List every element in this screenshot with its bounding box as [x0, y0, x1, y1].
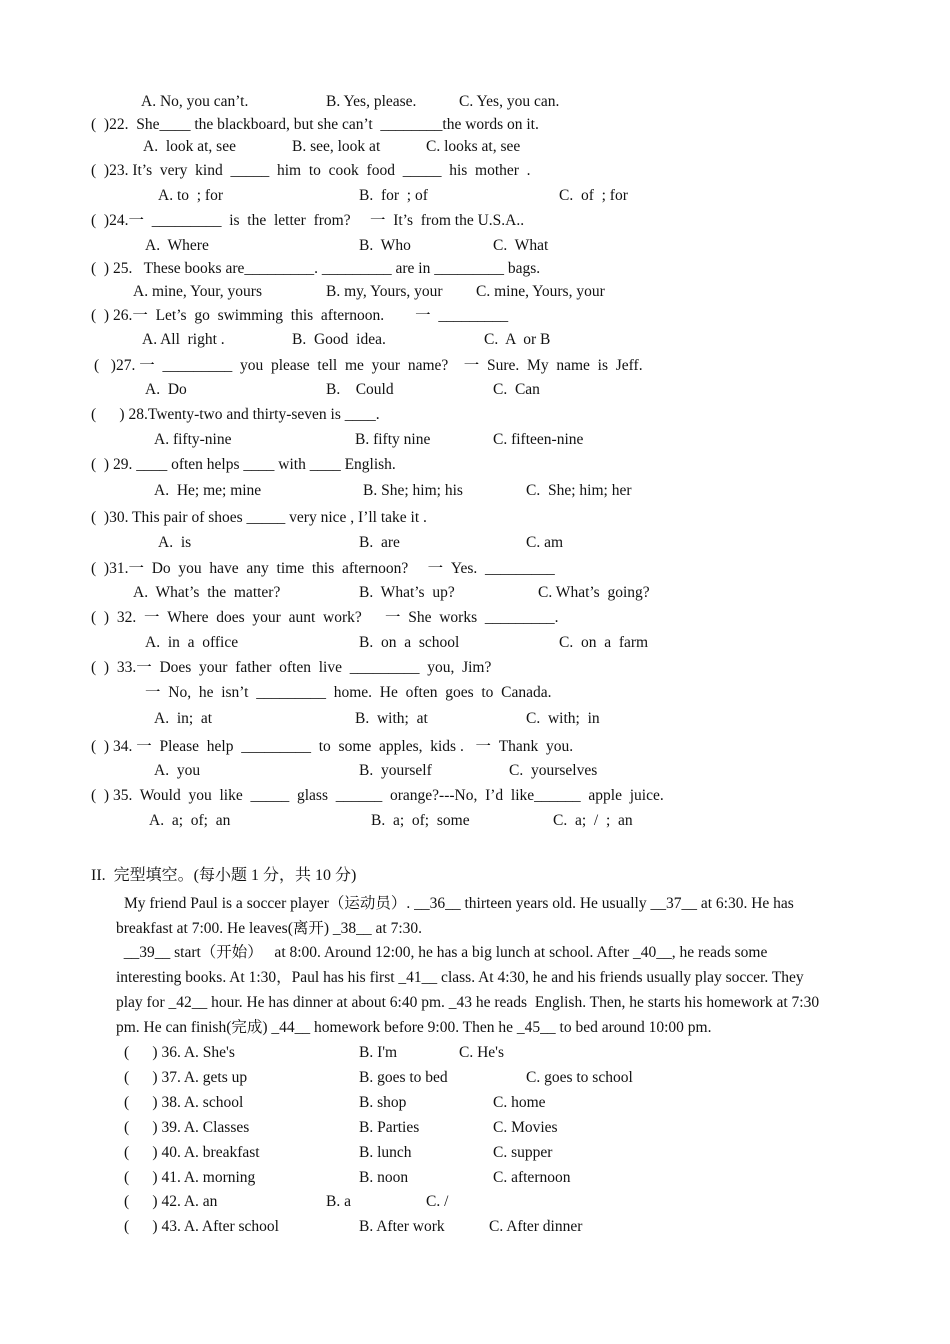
- q27-option-c: C. Can: [493, 381, 540, 398]
- q35-option-b: B. a; of; some: [371, 812, 470, 829]
- cloze-40-c: C. supper: [493, 1144, 553, 1161]
- cloze-42-b: B. a: [326, 1193, 351, 1210]
- q30-option-c: C. am: [526, 534, 564, 551]
- question-32: ( ) 32. 一 Where does your aunt work? 一 She works _________.: [91, 609, 559, 626]
- question-29: ( ) 29. ____ often helps ____ with ____ English.: [91, 456, 396, 473]
- cloze-39-a: ( ) 39. A. Classes: [124, 1119, 250, 1136]
- q29-option-c: C. She; him; her: [526, 482, 632, 499]
- q34-option-a: A. you: [154, 762, 201, 779]
- cloze-37-a: ( ) 37. A. gets up: [124, 1069, 248, 1086]
- q31-option-a: A. What’s the matter?: [133, 584, 281, 601]
- q27-option-b: B. Could: [326, 381, 394, 398]
- question-25: ( ) 25. These books are_________. _________ are in _________ bags.: [91, 260, 541, 277]
- q22-option-c: C. looks at, see: [426, 138, 521, 155]
- question-30: ( )30. This pair of shoes _____ very nice , I’ll take it .: [91, 509, 427, 526]
- cloze-40-b: B. lunch: [359, 1144, 412, 1161]
- q24-option-b: B. Who: [359, 237, 411, 254]
- question-26: ( ) 26.一 Let’s go swimming this afternoon. 一 _________: [91, 307, 509, 324]
- passage-line-2: breakfast at 7:00. He leaves(离开) _38__ at 7:30.: [116, 920, 423, 937]
- q32-option-b: B. on a school: [359, 634, 460, 651]
- cloze-41-a: ( ) 41. A. morning: [124, 1169, 256, 1186]
- q34-option-b: B. yourself: [359, 762, 432, 779]
- question-23: ( )23. It’s very kind _____ him to cook food _____ his mother .: [91, 162, 531, 179]
- cloze-43-a: ( ) 43. A. After school: [124, 1218, 279, 1235]
- q34-option-c: C. yourselves: [509, 762, 598, 779]
- cloze-36-a: ( ) 36. A. She's: [124, 1044, 235, 1061]
- passage-line-1: My friend Paul is a soccer player（运动员）. __36__ thirteen years old. He usually __37__ at 6:30. He has: [124, 895, 794, 912]
- cloze-37-c: C. goes to school: [526, 1069, 633, 1086]
- q25-option-a: A. mine, Your, yours: [133, 283, 262, 300]
- q23-option-a: A. to ; for: [158, 187, 224, 204]
- q31-option-c: C. What’s going?: [538, 584, 650, 601]
- cloze-38-b: B. shop: [359, 1094, 407, 1111]
- q26-option-c: C. A or B: [484, 331, 551, 348]
- q29-option-b: B. She; him; his: [363, 482, 463, 499]
- question-28: ( ) 28.Twenty-two and thirty-seven is ____.: [91, 406, 380, 423]
- cloze-37-b: B. goes to bed: [359, 1069, 448, 1086]
- q32-option-c: C. on a farm: [559, 634, 649, 651]
- cloze-43-b: B. After work: [359, 1218, 445, 1235]
- q35-option-a: A. a; of; an: [149, 812, 231, 829]
- q25-option-b: B. my, Yours, your: [326, 283, 443, 300]
- q26-option-b: B. Good idea.: [292, 331, 386, 348]
- q28-option-b: B. fifty nine: [355, 431, 431, 448]
- q35-option-c: C. a; / ; an: [553, 812, 633, 829]
- cloze-41-c: C. afternoon: [493, 1169, 571, 1186]
- q25-option-c: C. mine, Yours, your: [476, 283, 605, 300]
- cloze-39-b: B. Parties: [359, 1119, 420, 1136]
- question-35: ( ) 35. Would you like _____ glass ______ orange?---No, I’d like______ apple juice.: [91, 787, 664, 804]
- q23-option-b: B. for ; of: [359, 187, 428, 204]
- q33-option-a: A. in; at: [154, 710, 213, 727]
- cloze-42-c: C. /: [426, 1193, 449, 1210]
- q21-option-a: A. No, you can’t.: [141, 93, 249, 110]
- q21-option-b: B. Yes, please.: [326, 93, 417, 110]
- section-2-title: II. 完型填空。(每小题 1 分，共 10 分): [91, 867, 357, 884]
- cloze-41-b: B. noon: [359, 1169, 409, 1186]
- question-22: ( )22. She____ the blackboard, but she can’t ________the words on it.: [91, 116, 539, 133]
- q24-option-c: C. What: [493, 237, 549, 254]
- question-27: ( )27. 一 _________ you please tell me your name? 一 Sure. My name is Jeff.: [94, 357, 643, 374]
- q23-option-c: C. of ; for: [559, 187, 628, 204]
- q28-option-c: C. fifteen-nine: [493, 431, 584, 448]
- q29-option-a: A. He; me; mine: [154, 482, 262, 499]
- cloze-43-c: C. After dinner: [489, 1218, 583, 1235]
- q30-option-a: A. is: [158, 534, 192, 551]
- cloze-42-a: ( ) 42. A. an: [124, 1193, 218, 1210]
- q31-option-b: B. What’s up?: [359, 584, 455, 601]
- passage-line-4: interesting books. At 1:30，Paul has his first _41__ class. At 4:30, he and his friends usually play soccer. They: [116, 969, 804, 986]
- cloze-36-b: B. I'm: [359, 1044, 398, 1061]
- q22-option-b: B. see, look at: [292, 138, 381, 155]
- q27-option-a: A. Do: [145, 381, 187, 398]
- q26-option-a: A. All right .: [142, 331, 225, 348]
- question-24: ( )24.一 _________ is the letter from? 一 It’s from the U.S.A..: [91, 212, 525, 229]
- q33-option-c: C. with; in: [526, 710, 600, 727]
- q32-option-a: A. in a office: [145, 634, 239, 651]
- question-34: ( ) 34. 一 Please help _________ to some apples, kids . 一 Thank you.: [91, 738, 574, 755]
- question-33: ( ) 33.一 Does your father often live _________ you, Jim?: [91, 659, 492, 676]
- question-31: ( )31.一 Do you have any time this afternoon? 一 Yes. _________: [91, 560, 555, 577]
- passage-line-6: pm. He can finish(完成) _44__ homework before 9:00. Then he _45__ to bed around 10:00 pm.: [116, 1019, 712, 1036]
- q28-option-a: A. fifty-nine: [154, 431, 232, 448]
- q33-option-b: B. with; at: [355, 710, 428, 727]
- q21-option-c: C. Yes, you can.: [459, 93, 560, 110]
- cloze-36-c: C. He's: [459, 1044, 504, 1061]
- question-33-reply: 一 No, he isn’t _________ home. He often goes to Canada.: [145, 684, 552, 701]
- cloze-38-a: ( ) 38. A. school: [124, 1094, 244, 1111]
- q30-option-b: B. are: [359, 534, 400, 551]
- cloze-38-c: C. home: [493, 1094, 546, 1111]
- cloze-39-c: C. Movies: [493, 1119, 558, 1136]
- passage-line-3: __39__ start（开始） at 8:00. Around 12:00, he has a big lunch at school. After _40__, he reads some: [116, 944, 768, 961]
- cloze-40-a: ( ) 40. A. breakfast: [124, 1144, 260, 1161]
- q24-option-a: A. Where: [145, 237, 209, 254]
- passage-line-5: play for _42__ hour. He has dinner at about 6:40 pm. _43 he reads English. Then, he starts his homework at 7:30: [116, 994, 820, 1011]
- q22-option-a: A. look at, see: [143, 138, 236, 155]
